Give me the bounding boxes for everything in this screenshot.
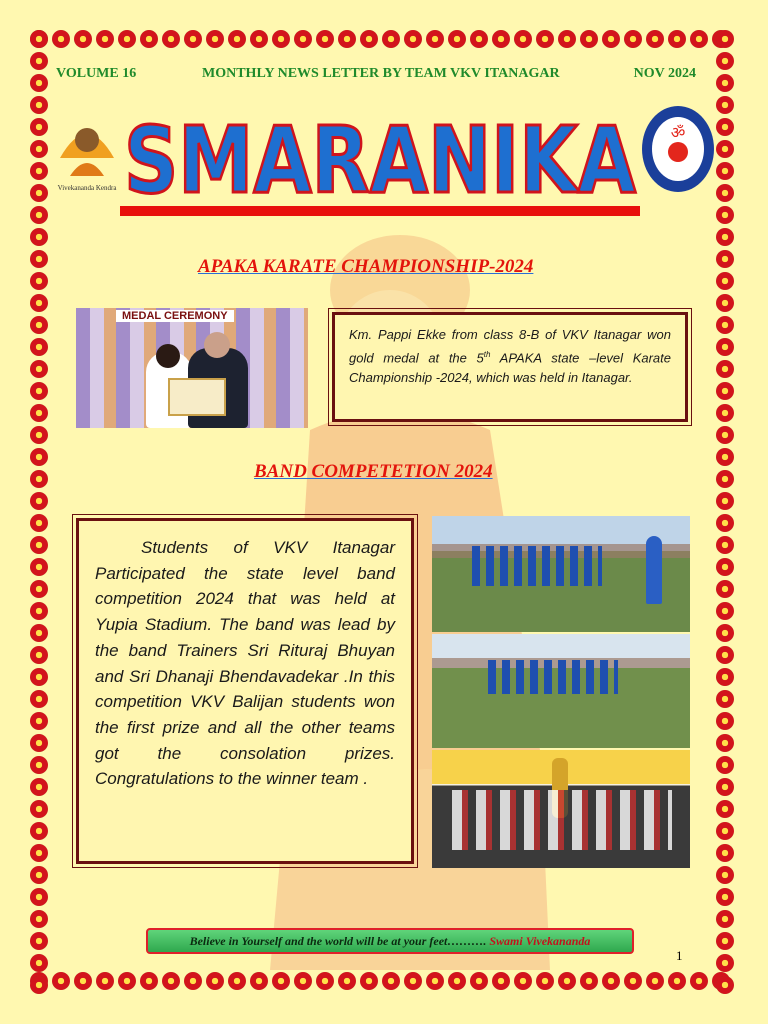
flower-ornament-icon [118,30,136,48]
flower-ornament-icon [30,734,48,752]
flower-ornament-icon [716,338,734,356]
flower-ornament-icon [716,404,734,422]
flower-ornament-icon [492,30,510,48]
flower-ornament-icon [30,712,48,730]
title-underline [120,206,640,216]
flower-ornament-icon [716,360,734,378]
flower-ornament-icon [716,426,734,444]
flower-ornament-icon [716,580,734,598]
flower-ornament-icon [514,30,532,48]
page-number: 1 [676,948,683,963]
flower-ornament-icon [382,972,400,990]
flower-ornament-icon [716,470,734,488]
flower-ornament-icon [30,294,48,312]
flower-ornament-icon [448,972,466,990]
flower-ornament-icon [716,602,734,620]
flower-ornament-icon [184,30,202,48]
flower-ornament-icon [404,972,422,990]
flower-ornament-icon [30,382,48,400]
flower-ornament-icon [624,30,642,48]
smaranika-title [120,108,640,204]
flower-ornament-icon [716,492,734,510]
flower-ornament-icon [30,492,48,510]
flower-ornament-icon [30,690,48,708]
flower-ornament-icon [646,972,664,990]
flower-ornament-icon [716,30,734,48]
flower-ornament-icon [184,972,202,990]
flower-ornament-icon [74,972,92,990]
medal-ceremony-photo [76,308,308,428]
flower-ornament-icon [30,844,48,862]
flower-ornament-icon [30,184,48,202]
flower-ornament-icon [716,668,734,686]
flower-ornament-icon [716,866,734,884]
flower-ornament-icon [30,228,48,246]
flower-ornament-icon [338,30,356,48]
flower-ornament-icon [360,972,378,990]
flower-ornament-icon [30,30,48,48]
flower-ornament-icon [716,558,734,576]
flower-ornament-icon [716,800,734,818]
flower-ornament-icon [716,734,734,752]
flower-ornament-icon [716,844,734,862]
flower-border-right [714,28,740,996]
flower-ornament-icon [30,954,48,972]
flower-ornament-icon [30,910,48,928]
flower-ornament-icon [404,30,422,48]
flower-ornament-icon [668,972,686,990]
flower-ornament-icon [30,140,48,158]
flower-ornament-icon [580,30,598,48]
flower-ornament-icon [30,602,48,620]
flower-border-top [28,28,740,54]
flower-ornament-icon [118,972,136,990]
flower-ornament-icon [228,30,246,48]
flower-ornament-icon [30,822,48,840]
flower-ornament-icon [690,972,708,990]
flower-border-left [28,28,54,996]
prize-ceremony-photo [432,750,690,868]
flower-ornament-icon [96,972,114,990]
flower-ornament-icon [716,272,734,290]
flower-ornament-icon [360,30,378,48]
flower-ornament-icon [716,646,734,664]
flower-ornament-icon [30,888,48,906]
vivekananda-kendra-logo [56,110,118,194]
masthead-title: SMARANIKA [124,108,636,204]
flower-ornament-icon [30,558,48,576]
flower-ornament-icon [514,972,532,990]
flower-border-bottom [28,970,740,996]
flower-ornament-icon [558,972,576,990]
flower-ornament-icon [272,30,290,48]
flower-ornament-icon [536,30,554,48]
flower-ornament-icon [30,778,48,796]
flower-ornament-icon [716,294,734,312]
flower-ornament-icon [30,250,48,268]
flower-ornament-icon [162,972,180,990]
flower-ornament-icon [716,184,734,202]
flower-ornament-icon [30,272,48,290]
flower-ornament-icon [716,162,734,180]
flower-ornament-icon [492,972,510,990]
flower-ornament-icon [140,972,158,990]
flower-ornament-icon [30,668,48,686]
band-description: Students of VKV Itanagar Participated the state level band competition 2024 that was held at Yupia Stadium. The band was lead by the band Trainers Sri Rituraj Bhuyan and Sri Dhanaji Bhendavadekar .In this competition VKV Balijan students won the first prize and all the other teams got the consolation prizes. Congratulations to the winner team . [95,538,395,789]
flower-ornament-icon [716,514,734,532]
flower-ornament-icon [30,646,48,664]
flower-ornament-icon [30,536,48,554]
flower-ornament-icon [716,250,734,268]
flower-ornament-icon [206,972,224,990]
flower-ornament-icon [716,316,734,334]
flower-ornament-icon [716,976,734,994]
vkv-school-logo [640,104,716,194]
quote-author: Swami Vivekananda [486,934,591,948]
svg-text:ॐ: ॐ [670,123,686,142]
flower-ornament-icon [30,800,48,818]
flower-ornament-icon [580,972,598,990]
flower-ornament-icon [294,972,312,990]
flower-ornament-icon [316,30,334,48]
flower-ornament-icon [30,932,48,950]
quote-text: Believe in Yourself and the world will be at your feet………. [189,934,487,948]
flower-ornament-icon [716,96,734,114]
flower-ornament-icon [30,976,48,994]
flower-ornament-icon [30,162,48,180]
band-march-photo-1 [432,516,690,632]
flower-ornament-icon [602,30,620,48]
flower-ornament-icon [716,778,734,796]
flower-ornament-icon [52,30,70,48]
flower-ornament-icon [140,30,158,48]
flower-ornament-icon [558,30,576,48]
flower-ornament-icon [716,624,734,642]
flower-ornament-icon [30,866,48,884]
flower-ornament-icon [272,972,290,990]
flower-ornament-icon [30,96,48,114]
flower-ornament-icon [536,972,554,990]
flower-ornament-icon [470,972,488,990]
newsletter-title: MONTHLY NEWS LETTER BY TEAM VKV ITANAGAR [202,66,560,81]
flower-ornament-icon [716,448,734,466]
flower-ornament-icon [716,140,734,158]
flower-ornament-icon [716,74,734,92]
flower-ornament-icon [716,52,734,70]
quote-banner [146,928,634,954]
left-logo-caption: Vivekananda Kendra [57,184,117,192]
flower-ornament-icon [426,30,444,48]
flower-ornament-icon [690,30,708,48]
flower-ornament-icon [716,536,734,554]
flower-ornament-icon [716,690,734,708]
flower-ornament-icon [30,624,48,642]
flower-ornament-icon [716,118,734,136]
medal-ceremony-banner: MEDAL CEREMONY [116,310,234,322]
flower-ornament-icon [716,888,734,906]
flower-ornament-icon [30,338,48,356]
flower-ornament-icon [30,52,48,70]
flower-ornament-icon [448,30,466,48]
flower-ornament-icon [30,404,48,422]
flower-ornament-icon [668,30,686,48]
flower-ornament-icon [30,470,48,488]
flower-ornament-icon [30,756,48,774]
flower-ornament-icon [602,972,620,990]
flower-ornament-icon [250,30,268,48]
flower-ornament-icon [162,30,180,48]
flower-ornament-icon [294,30,312,48]
newsletter-header [56,66,696,82]
flower-ornament-icon [624,972,642,990]
flower-ornament-icon [716,954,734,972]
flower-ornament-icon [470,30,488,48]
flower-ornament-icon [96,30,114,48]
flower-ornament-icon [426,972,444,990]
flower-ornament-icon [716,712,734,730]
flower-ornament-icon [228,972,246,990]
flower-ornament-icon [716,910,734,928]
flower-ornament-icon [316,972,334,990]
flower-ornament-icon [52,972,70,990]
flower-ornament-icon [30,448,48,466]
karate-text-box [332,312,688,422]
flower-ornament-icon [716,822,734,840]
flower-ornament-icon [30,580,48,598]
flower-ornament-icon [30,316,48,334]
flower-ornament-icon [716,932,734,950]
flower-ornament-icon [716,206,734,224]
flower-ornament-icon [716,756,734,774]
flower-ornament-icon [716,382,734,400]
flower-ornament-icon [30,74,48,92]
flower-ornament-icon [250,972,268,990]
flower-ornament-icon [30,360,48,378]
flower-ornament-icon [646,30,664,48]
flower-ornament-icon [30,118,48,136]
flower-ornament-icon [382,30,400,48]
flower-ornament-icon [30,206,48,224]
flower-ornament-icon [338,972,356,990]
band-march-photo-2 [432,634,690,748]
flower-ornament-icon [206,30,224,48]
issue-date: NOV 2024 [633,66,696,81]
flower-ornament-icon [30,426,48,444]
flower-ornament-icon [74,30,92,48]
volume-label: VOLUME 16 [56,66,137,81]
karate-description: Km. Pappi Ekke from class 8-B of VKV Itanagar won gold medal at the 5th APAKA state –level Karate Championship -2024, which was held in Itanagar. [349,327,672,386]
karate-heading: APAKA KARATE CHAMPIONSHIP-2024 [198,256,534,277]
flower-ornament-icon [716,228,734,246]
flower-ornament-icon [30,514,48,532]
band-heading: BAND COMPETETION 2024 [254,461,493,482]
band-text-box [76,518,414,864]
